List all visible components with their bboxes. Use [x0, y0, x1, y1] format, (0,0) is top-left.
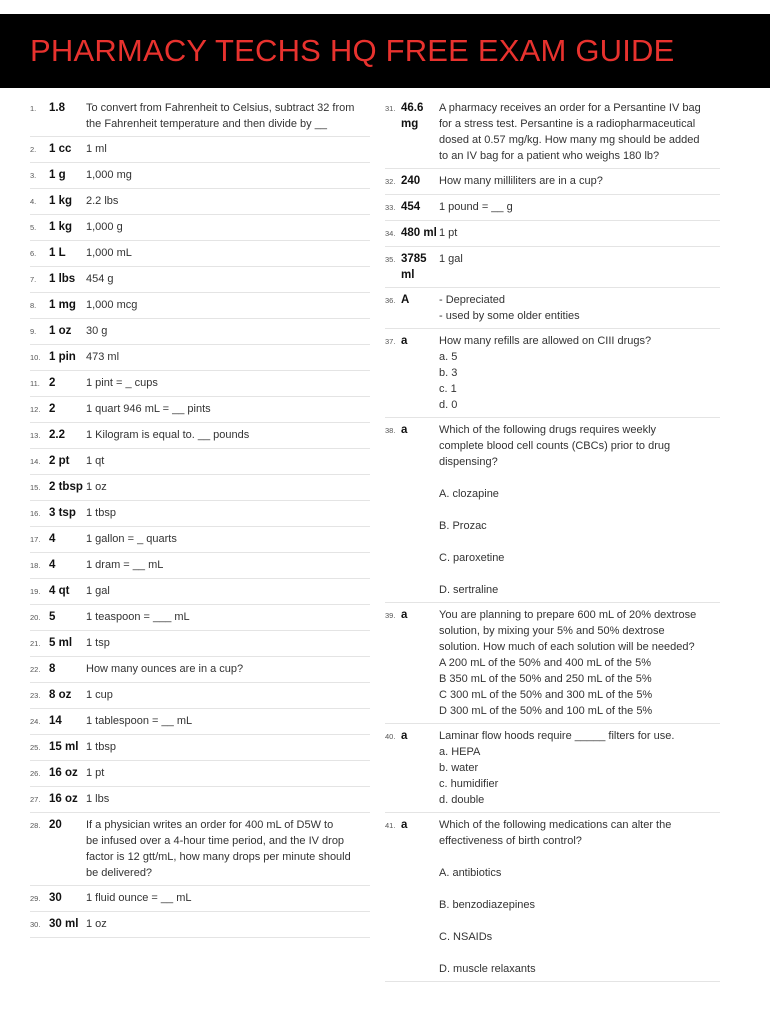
qa-item	[385, 195, 720, 221]
qa-item	[385, 724, 720, 813]
item-number: 9.	[30, 327, 37, 336]
question-line: B 350 mL of the 50% and 250 mL of the 5%	[439, 673, 652, 685]
item-number: 13.	[30, 431, 41, 440]
left-column	[30, 96, 370, 938]
question-line: 1 tbsp	[86, 507, 116, 519]
item-number: 29.	[30, 894, 41, 903]
item-question	[86, 609, 370, 626]
question-line: Which of the following medications can alter the	[439, 819, 672, 831]
qa-item	[30, 371, 370, 397]
item-question	[86, 271, 370, 288]
item-question	[86, 323, 370, 340]
item-answer: 8 oz	[49, 689, 72, 701]
item-number: 20.	[30, 613, 41, 622]
item-answer: 2 tbsp	[49, 481, 83, 493]
item-question	[439, 100, 720, 164]
qa-item	[30, 527, 370, 553]
item-question	[86, 817, 370, 881]
item-question	[86, 375, 370, 392]
qa-item	[30, 215, 370, 241]
question-line: 1 pt	[439, 227, 458, 239]
question-line: 1 gal	[86, 585, 110, 597]
question-line: 1 pt	[86, 767, 105, 779]
blank-line	[439, 534, 720, 550]
item-answer: 20	[49, 819, 62, 831]
item-answer: 5 ml	[49, 637, 73, 649]
item-answer: 4	[49, 559, 56, 571]
question-line: 1 tsp	[86, 637, 110, 649]
qa-item	[385, 813, 720, 982]
item-question	[86, 505, 370, 522]
qa-item	[30, 397, 370, 423]
item-answer: 1 mg	[49, 299, 76, 311]
item-question	[86, 479, 370, 496]
question-line: - used by some older entities	[439, 310, 580, 322]
item-number: 36.	[385, 296, 396, 305]
question-line: 1 tbsp	[86, 741, 116, 753]
qa-item	[30, 319, 370, 345]
qa-item	[385, 329, 720, 418]
item-number: 1.	[30, 104, 37, 113]
qa-item	[30, 761, 370, 787]
item-number: 35.	[385, 255, 396, 264]
question-line: complete blood cell counts (CBCs) prior to drug	[439, 440, 671, 452]
question-line: 1 lbs	[86, 793, 110, 805]
item-question	[86, 349, 370, 366]
item-answer: 5	[49, 611, 56, 623]
item-question	[86, 219, 370, 236]
qa-item	[30, 912, 370, 938]
blank-line	[439, 849, 720, 865]
question-line: factor is 12 gtt/mL, how many drops per minute should	[86, 851, 351, 863]
item-answer: 240	[401, 175, 421, 187]
item-number: 27.	[30, 795, 41, 804]
item-answer: 2	[49, 403, 56, 415]
qa-item	[30, 423, 370, 449]
item-number: 7.	[30, 275, 37, 284]
item-question	[86, 297, 370, 314]
question-line: d. 0	[439, 399, 458, 411]
item-number: 23.	[30, 691, 41, 700]
item-question	[439, 199, 720, 216]
item-answer: a	[401, 730, 408, 742]
question-line: A pharmacy receives an order for a Persantine IV bag	[439, 102, 701, 114]
question-line: How many milliliters are in a cup?	[439, 175, 603, 187]
question-line: D 300 mL of the 50% and 100 mL of the 5%	[439, 705, 653, 717]
question-line: D. sertraline	[439, 584, 499, 596]
qa-item	[30, 475, 370, 501]
item-question	[86, 635, 370, 652]
question-line: D. muscle relaxants	[439, 963, 536, 975]
question-line: C. NSAIDs	[439, 931, 493, 943]
question-line: solution. How much of each solution will be needed?	[439, 641, 695, 653]
qa-item	[385, 169, 720, 195]
item-answer: a	[401, 335, 408, 347]
question-line: b. 3	[439, 367, 458, 379]
item-number: 24.	[30, 717, 41, 726]
item-question	[86, 765, 370, 782]
item-answer: 2	[49, 377, 56, 389]
qa-item	[30, 501, 370, 527]
qa-item	[30, 189, 370, 215]
item-answer: 1 g	[49, 169, 66, 181]
blank-line	[439, 470, 720, 486]
item-number: 17.	[30, 535, 41, 544]
question-line: A. antibiotics	[439, 867, 502, 879]
item-number: 37.	[385, 337, 396, 346]
question-line: 1 oz	[86, 918, 107, 930]
question-line: dispensing?	[439, 456, 498, 468]
question-line: b. water	[439, 762, 479, 774]
item-answer: 16 oz	[49, 767, 78, 779]
question-line: You are planning to prepare 600 mL of 20% dextrose	[439, 609, 697, 621]
page-title: PHARMACY TECHS HQ FREE EXAM GUIDE	[30, 33, 675, 68]
question-line: How many ounces are in a cup?	[86, 663, 244, 675]
qa-item	[30, 605, 370, 631]
item-number: 5.	[30, 223, 37, 232]
item-number: 4.	[30, 197, 37, 206]
item-question	[439, 173, 720, 190]
question-line: How many refills are allowed on CIII drugs?	[439, 335, 652, 347]
question-line: dosed at 0.57 mg/kg. How many mg should be added	[439, 134, 700, 146]
item-question	[86, 401, 370, 418]
item-question	[439, 817, 720, 977]
item-answer: 30 ml	[49, 918, 79, 930]
qa-item	[30, 449, 370, 475]
question-line: be infused over a 4-hour time period, and the IV drop	[86, 835, 345, 847]
item-question	[86, 739, 370, 756]
item-number: 11.	[30, 379, 40, 388]
qa-item	[385, 96, 720, 169]
item-answer: 15 ml	[49, 741, 79, 753]
question-line: 454 g	[86, 273, 114, 285]
item-question	[439, 607, 720, 719]
item-number: 14.	[30, 457, 41, 466]
item-question	[439, 292, 720, 324]
question-line: a. HEPA	[439, 746, 481, 758]
question-line: 1 oz	[86, 481, 107, 493]
qa-item	[385, 221, 720, 247]
qa-item	[30, 345, 370, 371]
question-line: 473 ml	[86, 351, 120, 363]
item-question	[86, 661, 370, 678]
item-number: 6.	[30, 249, 37, 258]
question-line: 1 gallon = _ quarts	[86, 533, 177, 545]
question-line: 1,000 mcg	[86, 299, 138, 311]
item-answer: 2.2	[49, 429, 65, 441]
question-line: for a stress test. Persantine is a radiopharmaceutical	[439, 118, 696, 130]
item-answer: 1 lbs	[49, 273, 76, 285]
question-line: If a physician writes an order for 400 mL of D5W to	[86, 819, 334, 831]
qa-item	[385, 288, 720, 329]
item-answer: 1 L	[49, 247, 66, 259]
item-answer: 454	[401, 201, 421, 213]
blank-line	[439, 913, 720, 929]
question-line: 1,000 mL	[86, 247, 132, 259]
question-line: 1 cup	[86, 689, 113, 701]
item-answer: 14	[49, 715, 62, 727]
item-answer: 3785 ml	[401, 253, 427, 281]
item-question	[86, 583, 370, 600]
item-number: 39.	[385, 611, 396, 620]
item-question	[86, 557, 370, 574]
qa-item	[30, 96, 370, 137]
item-question	[86, 100, 370, 132]
item-question	[439, 728, 720, 808]
question-line: A. clozapine	[439, 488, 499, 500]
question-line: d. double	[439, 794, 485, 806]
qa-item	[30, 267, 370, 293]
qa-item	[385, 247, 720, 288]
item-number: 22.	[30, 665, 41, 674]
item-answer: 480 ml	[401, 227, 437, 239]
item-answer: 1.8	[49, 102, 65, 114]
item-answer: 4	[49, 533, 56, 545]
item-answer: 1 kg	[49, 195, 73, 207]
question-line: - Depreciated	[439, 294, 506, 306]
item-answer: 2 pt	[49, 455, 70, 467]
qa-item	[30, 137, 370, 163]
item-number: 21.	[30, 639, 41, 648]
question-line: be delivered?	[86, 867, 153, 879]
question-line: 30 g	[86, 325, 108, 337]
item-answer: 16 oz	[49, 793, 78, 805]
item-answer: 8	[49, 663, 56, 675]
item-number: 38.	[385, 426, 396, 435]
item-answer: 1 pin	[49, 351, 76, 363]
question-line: 1 teaspoon = ___ mL	[86, 611, 190, 623]
item-number: 3.	[30, 171, 37, 180]
item-answer: 30	[49, 892, 62, 904]
item-question	[86, 791, 370, 808]
question-line: 1,000 mg	[86, 169, 132, 181]
question-line: 1 dram = __ mL	[86, 559, 164, 571]
question-line: c. humidifier	[439, 778, 499, 790]
item-question	[86, 167, 370, 184]
item-number: 30.	[30, 920, 41, 929]
item-number: 18.	[30, 561, 41, 570]
item-number: 19.	[30, 587, 41, 596]
question-line: c. 1	[439, 383, 457, 395]
qa-item	[30, 709, 370, 735]
item-question	[439, 251, 720, 283]
question-line: 1,000 g	[86, 221, 123, 233]
item-number: 25.	[30, 743, 41, 752]
question-line: 1 fluid ounce = __ mL	[86, 892, 192, 904]
item-number: 15.	[30, 483, 41, 492]
qa-item	[30, 886, 370, 912]
blank-line	[439, 502, 720, 518]
item-question	[86, 245, 370, 262]
item-answer: A	[401, 294, 410, 306]
item-number: 40.	[385, 732, 396, 741]
question-line: 1 tablespoon = __ mL	[86, 715, 193, 727]
item-question	[86, 916, 370, 933]
qa-item	[30, 163, 370, 189]
question-line: 1 gal	[439, 253, 463, 265]
question-line: a. 5	[439, 351, 458, 363]
qa-item	[30, 735, 370, 761]
right-column	[385, 96, 720, 982]
qa-item	[385, 418, 720, 603]
qa-item	[30, 293, 370, 319]
item-number: 31.	[385, 104, 396, 113]
item-number: 12.	[30, 405, 41, 414]
item-number: 32.	[385, 177, 396, 186]
blank-line	[439, 881, 720, 897]
question-line: B. benzodiazepines	[439, 899, 536, 911]
question-line: C 300 mL of the 50% and 300 mL of the 5%	[439, 689, 653, 701]
item-answer: 1 oz	[49, 325, 72, 337]
item-number: 8.	[30, 301, 37, 310]
item-number: 41.	[385, 821, 396, 830]
question-line: To convert from Fahrenheit to Celsius, subtract 32 from	[86, 102, 355, 114]
item-number: 10.	[30, 353, 41, 362]
item-answer: a	[401, 609, 408, 621]
item-answer: a	[401, 819, 408, 831]
item-question	[439, 225, 720, 242]
question-line: 2.2 lbs	[86, 195, 119, 207]
item-question	[86, 890, 370, 907]
question-line: 1 pint = _ cups	[86, 377, 158, 389]
qa-item	[30, 631, 370, 657]
page-header	[0, 14, 770, 88]
item-question	[86, 687, 370, 704]
item-number: 28.	[30, 821, 41, 830]
top-margin	[0, 0, 770, 14]
qa-item	[30, 813, 370, 886]
item-number: 16.	[30, 509, 41, 518]
question-line: to an IV bag for a patient who weighs 180 lb?	[439, 150, 660, 162]
item-answer: a	[401, 424, 408, 436]
item-number: 34.	[385, 229, 396, 238]
item-question	[439, 422, 720, 598]
item-answer: 46.6 mg	[401, 102, 424, 130]
item-question	[86, 427, 370, 444]
qa-item	[30, 787, 370, 813]
qa-item	[30, 683, 370, 709]
question-line: Laminar flow hoods require _____ filters for use.	[439, 730, 675, 742]
question-line: 1 quart 946 mL = __ pints	[86, 403, 211, 415]
question-line: C. paroxetine	[439, 552, 505, 564]
qa-item	[385, 603, 720, 724]
question-line: solution, by mixing your 5% and 50% dextrose	[439, 625, 665, 637]
item-question	[86, 453, 370, 470]
item-question	[86, 141, 370, 158]
item-question	[86, 193, 370, 210]
item-answer: 3 tsp	[49, 507, 76, 519]
question-line: the Fahrenheit temperature and then divide by __	[86, 118, 327, 130]
item-number: 33.	[385, 203, 396, 212]
item-answer: 1 cc	[49, 143, 72, 155]
question-line: A 200 mL of the 50% and 400 mL of the 5%	[439, 657, 651, 669]
item-number: 26.	[30, 769, 41, 778]
question-line: effectiveness of birth control?	[439, 835, 582, 847]
item-number: 2.	[30, 145, 37, 154]
question-line: B. Prozac	[439, 520, 487, 532]
blank-line	[439, 566, 720, 582]
question-line: 1 Kilogram is equal to. __ pounds	[86, 429, 250, 441]
question-line: 1 qt	[86, 455, 105, 467]
item-question	[439, 333, 720, 413]
item-question	[86, 713, 370, 730]
qa-item	[30, 553, 370, 579]
qa-item	[30, 657, 370, 683]
blank-line	[439, 945, 720, 961]
item-answer: 4 qt	[49, 585, 70, 597]
item-answer: 1 kg	[49, 221, 73, 233]
qa-item	[30, 241, 370, 267]
item-question	[86, 531, 370, 548]
question-line: Which of the following drugs requires weekly	[439, 424, 657, 436]
qa-item	[30, 579, 370, 605]
question-line: 1 ml	[86, 143, 107, 155]
question-line: 1 pound = __ g	[439, 201, 513, 213]
